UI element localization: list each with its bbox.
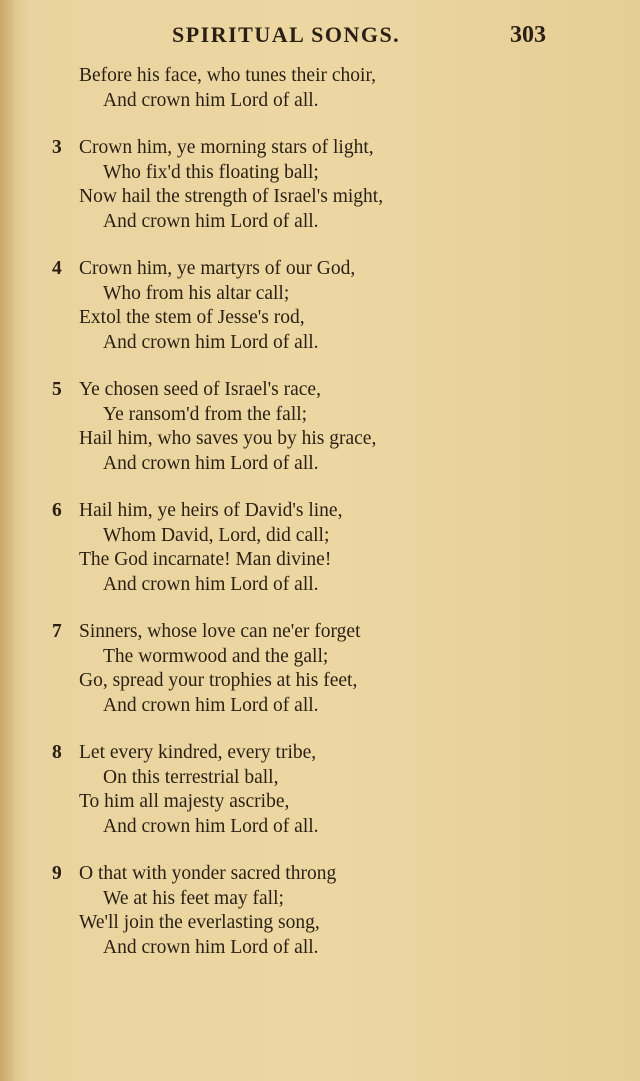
verse-line: The God incarnate! Man divine! xyxy=(79,549,332,570)
running-head: SPIRITUAL SONGS. xyxy=(172,22,401,47)
verse-line: And crown him Lord of all. xyxy=(103,694,319,716)
verse-line: And crown him Lord of all. xyxy=(103,815,319,837)
verse-line: Who fix'd this floating ball; xyxy=(103,161,319,183)
verse-line: And crown him Lord of all. xyxy=(103,936,319,958)
stanza xyxy=(0,862,640,960)
verse-line: Ye chosen seed of Israel's race, xyxy=(79,379,321,400)
stanza xyxy=(0,741,640,839)
verse-line: Who from his altar call; xyxy=(103,282,290,304)
stanza-number: 8 xyxy=(52,742,62,763)
verse-line: The wormwood and the gall; xyxy=(103,645,329,667)
verse-line: Extol the stem of Jesse's rod, xyxy=(79,307,305,328)
verse-line: Now hail the strength of Israel's might, xyxy=(79,186,384,207)
verse-line: And crown him Lord of all. xyxy=(103,573,319,595)
verse-line: And crown him Lord of all. xyxy=(103,89,319,111)
verse-line: And crown him Lord of all. xyxy=(103,331,319,353)
hymn-text xyxy=(0,64,640,983)
stanza-number: 6 xyxy=(52,500,62,521)
stanza xyxy=(0,499,640,597)
verse-line: To him all majesty ascribe, xyxy=(79,791,290,812)
stanza xyxy=(0,257,640,355)
stanza-number: 7 xyxy=(52,621,62,642)
stanza xyxy=(0,620,640,718)
stanza-number: 4 xyxy=(52,258,62,279)
verse-line: Before his face, who tunes their choir, xyxy=(79,65,377,86)
stanza-number: 5 xyxy=(52,379,62,400)
verse-line: Whom David, Lord, did call; xyxy=(103,524,330,546)
verse-line: Ye ransom'd from the fall; xyxy=(103,403,308,425)
verse-line: Crown him, ye morning stars of light, xyxy=(79,137,374,158)
verse-line: Let every kindred, every tribe, xyxy=(79,742,317,763)
verse-line: On this terrestrial ball, xyxy=(103,766,279,788)
stanza-number: 9 xyxy=(52,863,62,884)
verse-line: And crown him Lord of all. xyxy=(103,452,319,474)
verse-line: Go, spread your trophies at his feet, xyxy=(79,670,358,691)
page-number: 303 xyxy=(510,22,546,48)
verse-line: Sinners, whose love can ne'er forget xyxy=(79,621,361,642)
verse-line: Hail him, who saves you by his grace, xyxy=(79,428,377,449)
page-header xyxy=(0,22,640,52)
verse-line: Hail him, ye heirs of David's line, xyxy=(79,500,343,521)
verse-line: Crown him, ye martyrs of our God, xyxy=(79,258,356,279)
stanza-number: 3 xyxy=(52,137,62,158)
verse-line: We'll join the everlasting song, xyxy=(79,912,320,933)
stanza xyxy=(0,136,640,234)
verse-line: We at his feet may fall; xyxy=(103,887,284,909)
stanza-continuation xyxy=(0,64,640,113)
verse-line: And crown him Lord of all. xyxy=(103,210,319,232)
stanza xyxy=(0,378,640,476)
verse-line: O that with yonder sacred throng xyxy=(79,863,337,884)
